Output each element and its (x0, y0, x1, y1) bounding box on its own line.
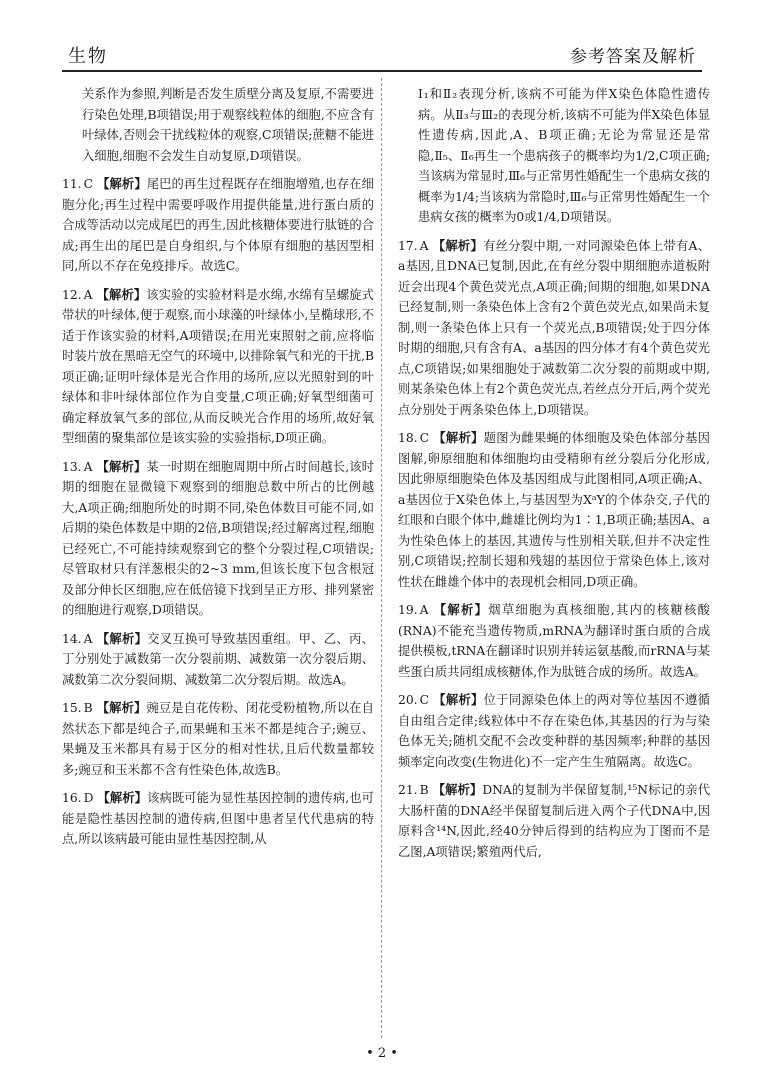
analysis-text: 有丝分裂中期,一对同源染色体上带有A、a基因,且DNA已复制,因此,在有丝分裂中期细胞赤道板附近会出现4个黄色荧光点,A项正确;间期的细胞,如果DNA已经复制,则一条染色体上含有2个黄色荧光点,如果尚未复制,则一条染色体上只有一个荧光点,B项错误;处于四分体时期的细胞,只有含有A、a基因的四分体才有4个黄色荧光点,C项错误;如果细胞处于减数第二次分裂的前期或中期,则某条染色体上有2个黄色荧光点,若丝点分开后,两个荧光点分别处于两条染色体上,D项错误。 (398, 238, 710, 417)
analysis-tag: 【解析】 (432, 237, 484, 253)
analysis-tag: 【解析】 (96, 176, 147, 191)
analysis-text: 该病既可能为显性基因控制的遗传病,也可能是隐性基因控制的遗传病,但图中患者呈代代患病的特点,所以该病最可能由显性基因控制,从 (62, 791, 374, 846)
page-number: • 2 • (366, 1046, 398, 1061)
answer-choice: B (419, 783, 429, 797)
answer-choice: C (83, 177, 93, 191)
analysis-text: 尾巴的再生过程既存在细胞增殖,也存在细胞分化;再生过程中需要呼吸作用提供能量,进行蛋白质的合成等活动以完成尾巴的再生,因此核糖体要进行肽链的合成;再生出的尾巴是自身组织,与个体原有细胞的基因型相同,所以不存在免疫排斥。故选C。 (62, 177, 374, 273)
answer-choice: A (83, 459, 93, 474)
answer-item (62, 285, 374, 449)
subject-label: 生物 (68, 46, 108, 67)
left-continuation-text: 关系作为参照,判断是否发生质壁分离及复原,不需要进行染色处理,B项错误;用于观察线粒体的细胞,不应含有叶绿体,否则会干扰线粒体的观察,C项错误;蔗糖不能进入细胞,细胞不会发生自动复原,D项错误。 (82, 87, 374, 163)
answer-item (62, 457, 374, 621)
right-continuation-text: Ⅰ₁和Ⅱ₂表现分析,该病不可能为伴X染色体隐性遗传病。从Ⅱ₃与Ⅲ₂的表现分析,该病不可能为伴X染色体显性遗传病,因此,A、B项正确;无论为常显还是常隐,Ⅱ₅、Ⅱ₆再生一个患病孩子的概率均为1/2,C项正确;当该病为常显时,Ⅲ₆与正常男性婚配生一个患病女孩的概率为1/4;当该病为常隐时,Ⅲ₆与正常男性婚配生一个患病女孩的概率为0或1/4,D项错误。 (418, 87, 710, 224)
answer-item (398, 690, 710, 772)
analysis-text: 题图为雌果蝇的体细胞及染色体部分基因图解,卵原细胞和体细胞均由受精卵有丝分裂后分化形成,因此卵原细胞染色体及基因组成与此图相同,A项正确;A、a基因位于X染色体上,与基因型为XᵃY的个体杂交,子代的红眼和白眼个体中,雌雄比例均为1∶1,B项正确;基因A、a为性染色体上的基因,其遗传与性别相关联,但并不决定性别,C项错误;控制长翅和残翅的基因位于常染色体上,该对性状在雌雄个体中的表现机会相同,D项正确。 (398, 431, 710, 589)
answer-item (398, 780, 710, 862)
question-number: 15. (62, 701, 82, 715)
answer-item (62, 174, 374, 277)
answer-choice: C (419, 431, 429, 445)
answer-choice: A (83, 631, 93, 646)
answer-item (62, 788, 374, 850)
answer-choice: A (419, 603, 429, 617)
analysis-tag: 【解析】 (96, 458, 147, 474)
analysis-text: 该实验的实验材料是水绵,水绵有呈螺旋式带状的叶绿体,便于观察,而小球藻的叶绿体小,呈椭球形,不适于作该实验的材料,A项错误;在用光束照射之前,应将临时装片放在黑暗无空气的环境中,以排除氧气和光的干扰,B项正确;证明叶绿体是光合作用的场所,应以光照射到的叶绿体和非叶绿体部位作为自变量,C项正确;好氧型细菌可确定释放氧气多的部位,从而反映光合作用的场所,故好氧型细菌的聚集部位是该实验的实验指标,D项正确。 (62, 287, 374, 445)
answer-item (62, 698, 374, 780)
left-column (62, 84, 374, 858)
answer-choice: A (83, 287, 93, 302)
right-column (398, 84, 710, 870)
question-number: 16. (62, 791, 82, 805)
analysis-tag: 【解析】 (432, 602, 489, 617)
left-answer-list (62, 174, 374, 850)
answer-choice: C (419, 693, 429, 707)
question-number: 13. (62, 459, 82, 474)
question-number: 20. (398, 693, 418, 707)
analysis-tag: 【解析】 (96, 630, 148, 646)
question-number: 21. (398, 783, 418, 797)
analysis-text: 豌豆是自花传粉、闭花受粉植物,所以在自然状态下都是纯合子,而果蝇和玉米不都是纯合子;豌豆、果蝇及玉米都具有易于区分的相对性状,且后代数量都较多;豌豆和玉米都不含有性染色体,故选B。 (62, 701, 374, 777)
right-answer-list (398, 236, 710, 863)
question-number: 12. (62, 287, 82, 302)
answer-item (398, 428, 710, 592)
answer-item (62, 629, 374, 691)
question-number: 18. (398, 431, 418, 445)
analysis-text: 位于同源染色体上的两对等位基因不遵循自由组合定律;线粒体中不存在染色体,其基因的行为与染色体无关;随机交配不会改变种群的基因频率;种群的基因频率定向改变(生物进化)不一定产生生殖隔离。故选C。 (398, 693, 710, 769)
analysis-tag: 【解析】 (432, 692, 484, 707)
analysis-tag: 【解析】 (432, 782, 483, 797)
answer-choice: A (419, 238, 429, 253)
analysis-tag: 【解析】 (97, 790, 148, 805)
answer-item (398, 600, 710, 682)
answer-choice: B (83, 701, 93, 715)
answer-choice: D (83, 791, 94, 805)
analysis-text: 某一时期在细胞周期中所占时间越长,该时期的细胞在显微镜下观察到的细胞总数中所占的比例越大,A项正确;细胞所处的时期不同,染色体数目可能不同,如后期的染色体数是中期的2倍,B项错误;经过解离过程,细胞已经死亡,不可能持续观察到它的整个分裂过程,C项错误;尽管取材只有洋葱根尖的2~3 mm,但该长度下包含根冠及部分伸长区细胞,应在低倍镜下找到呈正方形、排列紧密的细胞进行观察,D项错误。 (62, 459, 374, 617)
question-number: 19. (398, 603, 418, 617)
question-number: 14. (62, 631, 82, 646)
analysis-tag: 【解析】 (96, 700, 147, 715)
question-number: 11. (62, 177, 82, 191)
question-number: 17. (398, 238, 418, 253)
answer-item (398, 236, 710, 421)
analysis-text: 交叉互换可导致基因重组。甲、乙、丙、丁分别处于减数第一次分裂前期、减数第一次分裂后期、减数第二次分裂间期、减数第二次分裂后期。故选A。 (62, 631, 374, 687)
analysis-tag: 【解析】 (96, 286, 147, 302)
header-title: 参考答案及解析 (570, 47, 696, 67)
analysis-text: 烟草细胞为真核细胞,其内的核糖核酸(RNA)不能充当遗传物质,mRNA为翻译时蛋白质的合成提供模板,tRNA在翻译时识别并转运氨基酸,而rRNA与某些蛋白质共同组成核糖体,作为肽链合成的场所。故选A。 (398, 603, 710, 679)
column-divider (381, 78, 382, 1038)
page-header (62, 38, 702, 72)
analysis-tag: 【解析】 (432, 430, 484, 445)
analysis-text: DNA的复制为半保留复制,¹⁵N标记的亲代大肠杆菌的DNA经半保留复制后进入两个子代DNA中,因原料含¹⁴N,因此,经40分钟后得到的结构应为丁图而不是乙图,A项错误;繁殖两代后, (398, 783, 710, 859)
